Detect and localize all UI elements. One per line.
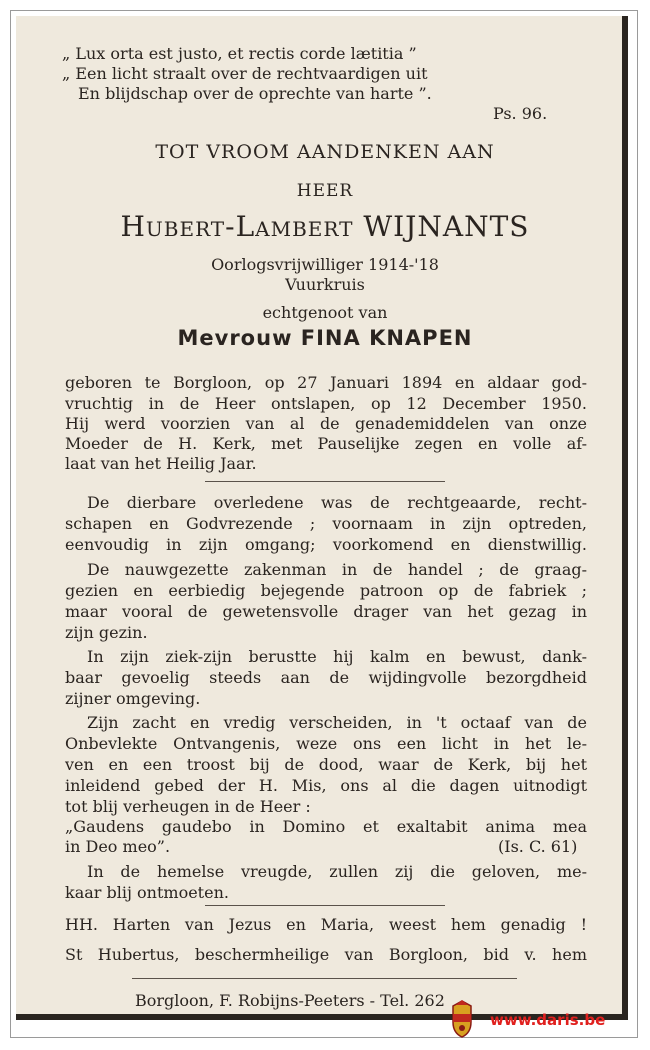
- quote-line-2: „ Een licht straalt over de rechtvaardigen uit: [62, 64, 428, 83]
- subtitle-decoration: Vuurkruis: [285, 275, 365, 294]
- quote-reference: Ps. 96.: [493, 104, 548, 123]
- text-line: ven en een troost bij de dood, waar de Kerk, bij het: [65, 755, 587, 774]
- text-line: In zijn ziek-zijn berustte hij kalm en bewust, dank-: [87, 647, 587, 666]
- text-line: laat van het Heilig Jaar.: [65, 454, 257, 473]
- text-line: De dierbare overledene was de rechtgeaarde, recht-: [87, 493, 587, 512]
- quote-line-1: „ Lux orta est justo, et rectis corde lætitia ”: [62, 44, 417, 63]
- subtitle-spouse-intro: echtgenoot van: [262, 303, 388, 322]
- text-line: maar vooral de gewetensvolle drager van het gezag in: [65, 602, 587, 621]
- text-line: Zijn zacht en vredig verscheiden, in 't octaaf van de: [87, 713, 587, 732]
- heading-line-2: HEER: [296, 181, 354, 201]
- quote-line-3: En blijdschap over de oprechte van harte ”.: [78, 84, 432, 103]
- printer-imprint: Borgloon, F. Robijns-Peeters - Tel. 262: [135, 991, 445, 1010]
- text-line: vruchtig in de Heer ontslapen, op 12 December 1950.: [65, 394, 587, 413]
- spouse-name: Mevrouw FINA KNAPEN: [177, 326, 473, 350]
- prayer-line: HH. Harten van Jezus en Maria, weest hem genadig !: [65, 915, 587, 934]
- heading-line-1: TOT VROOM AANDENKEN AAN: [155, 141, 495, 163]
- text-line: kaar blij ontmoeten.: [65, 883, 229, 902]
- divider: [205, 905, 445, 906]
- subtitle-war-volunteer: Oorlogsvrijwilliger 1914-'18: [211, 255, 439, 274]
- watermark-url[interactable]: www.daris.be: [490, 1011, 606, 1029]
- text-line: baar gevoelig steeds aan de wijdingvolle bezorgdheid: [65, 668, 587, 687]
- text-line: tot blij verheugen in de Heer :: [65, 797, 311, 816]
- text-line: geboren te Borgloon, op 27 Januari 1894 en aldaar god-: [65, 373, 587, 392]
- footer-rule: [132, 978, 517, 979]
- text-line: zijner omgeving.: [65, 689, 201, 708]
- text-line: zijn gezin.: [65, 623, 148, 642]
- text-line: Moeder de H. Kerk, met Pauselijke zegen en volle af-: [65, 434, 587, 453]
- divider: [205, 481, 445, 482]
- text-line: „Gaudens gaudebo in Domino et exaltabit anima mea: [65, 817, 587, 836]
- scripture-reference: (Is. C. 61): [498, 837, 578, 856]
- text-line: in Deo meo”.: [65, 837, 171, 856]
- deceased-name: Hubert-Lambert WIJNANTS: [120, 210, 530, 243]
- coat-of-arms-icon: [449, 1000, 475, 1038]
- text-line: eenvoudig in zijn omgang; voorkomend en dienstwillig.: [65, 535, 587, 554]
- text-line: gezien en eerbiedig bejegende patroon op de fabriek ;: [65, 581, 587, 600]
- text-line: De nauwgezette zakenman in de handel ; de graag-: [87, 560, 587, 579]
- prayer-line: St Hubertus, beschermheilige van Borgloon, bid v. hem: [65, 945, 587, 964]
- text-line: In de hemelse vreugde, zullen zij die geloven, me-: [87, 862, 587, 881]
- text-line: inleidend gebed der H. Mis, ons al die dagen uitnodigt: [65, 776, 587, 795]
- text-line: schapen en Godvrezende ; voornaam in zijn optreden,: [65, 514, 587, 533]
- text-line: Hij werd voorzien van al de genademiddelen van onze: [65, 414, 587, 433]
- text-line: Onbevlekte Ontvangenis, weze ons een licht in het le-: [65, 734, 587, 753]
